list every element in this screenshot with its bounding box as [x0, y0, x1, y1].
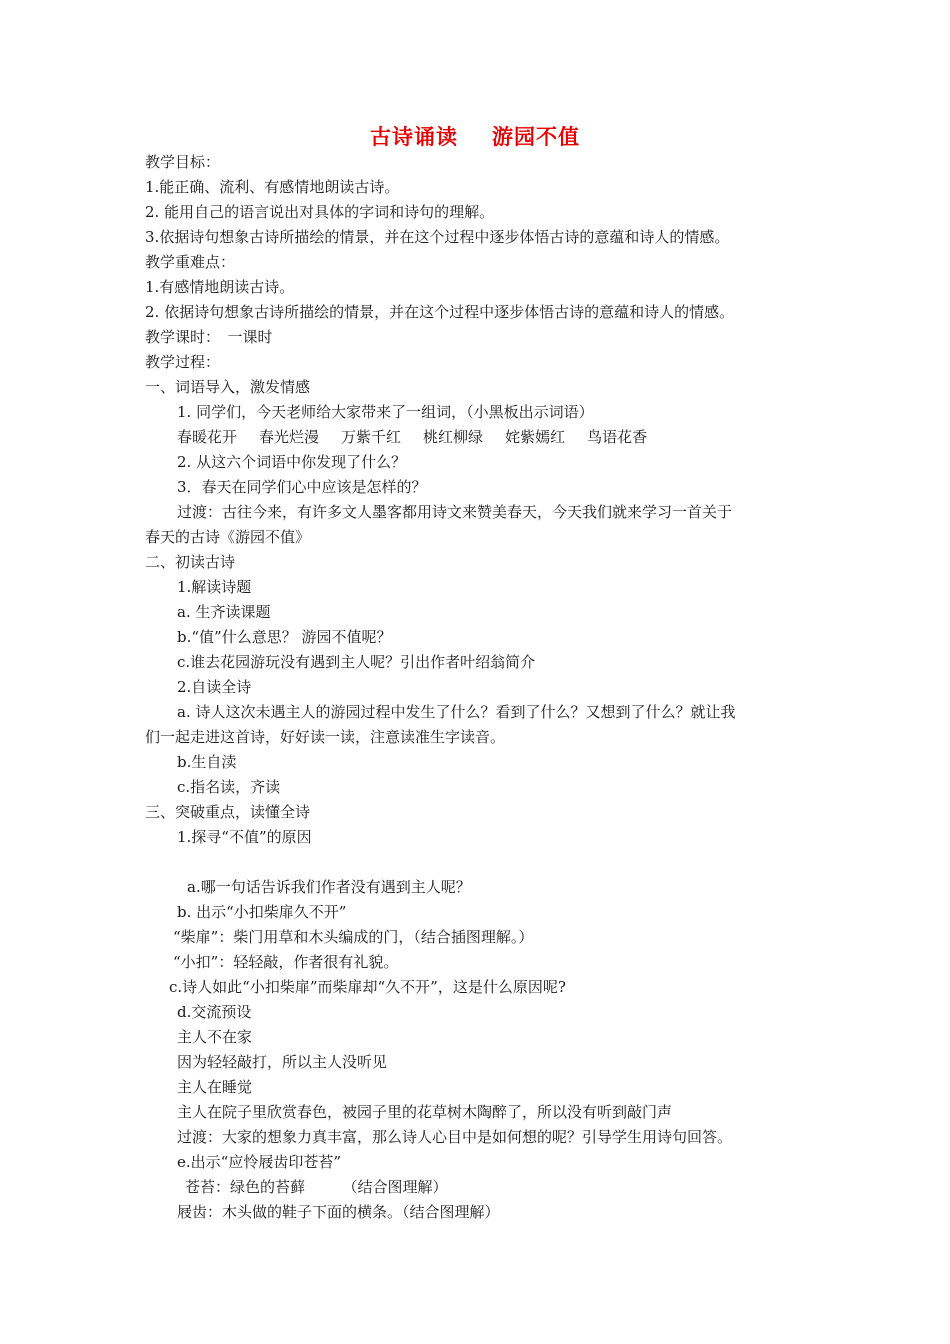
- text-line: 1. 同学们，今天老师给大家带来了一组词，（小黑板出示词语）: [177, 403, 594, 421]
- text-line: b.“值”什么意思？ 游园不值呢？: [177, 628, 392, 646]
- text-line: 1.解读诗题: [177, 578, 252, 596]
- text-line: a. 生齐读课题: [177, 603, 271, 621]
- text-line: 2. 从这六个词语中你发现了什么？: [177, 453, 407, 471]
- text-line: 2. 依据诗句想象古诗所描绘的情景，并在这个过程中逐步体悟古诗的意蕴和诗人的情感。: [145, 303, 735, 321]
- word-item: 春光烂漫: [259, 428, 320, 446]
- text-line: 1.探寻“不值”的原因: [177, 828, 312, 846]
- text-line: 苍苔：绿色的苔藓 （结合图理解）: [185, 1178, 448, 1196]
- word-list: [177, 427, 669, 447]
- text-line: 春天的古诗《游园不值》: [145, 528, 311, 546]
- text-line: 1.有感情地朗读古诗。: [145, 278, 295, 296]
- text-line: 2. 能用自己的语言说出对具体的字词和诗句的理解。: [145, 203, 495, 221]
- text-line: 因为轻轻敲打，所以主人没听见: [177, 1053, 388, 1071]
- word-item: 春暖花开: [177, 428, 238, 446]
- text-line: 们一起走进这首诗，好好读一读，注意读准生字读音。: [145, 728, 506, 746]
- text-line: c.谁去花园游玩没有遇到主人呢？引出作者叶绍翁简介: [177, 653, 536, 671]
- text-line: 教学课时： 一课时: [145, 328, 273, 346]
- text-line: 3.依据诗句想象古诗所描绘的情景，并在这个过程中逐步体悟古诗的意蕴和诗人的情感。: [145, 228, 730, 246]
- text-line: a. 诗人这次未遇主人的游园过程中发生了什么？看到了什么？又想到了什么？就让我: [177, 703, 736, 721]
- text-line: d.交流预设: [177, 1003, 252, 1021]
- text-line: 主人在睡觉: [177, 1078, 253, 1096]
- text-line: “柴扉”：柴门用草和木头编成的门，（结合插图理解。）: [173, 928, 534, 946]
- text-line: 3．春天在同学们心中应该是怎样的？: [177, 478, 427, 496]
- word-item: 鸟语花香: [587, 428, 648, 446]
- text-line: 教学重难点：: [145, 253, 236, 271]
- word-item: 万紫千红: [341, 428, 402, 446]
- title-part-1: 古诗诵读: [370, 124, 458, 149]
- text-line: e.出示“应怜屐齿印苍苔”: [177, 1153, 341, 1171]
- text-line: 主人不在家: [177, 1028, 253, 1046]
- word-item: 姹紫嫣红: [505, 428, 566, 446]
- section-heading: 一、词语导入，激发情感: [145, 378, 311, 396]
- text-line: 过渡：大家的想象力真丰富，那么诗人心目中是如何想的呢？引导学生用诗句回答。: [177, 1128, 733, 1146]
- text-line: 1.能正确、流利、有感情地朗读古诗。: [145, 178, 400, 196]
- page-title: [0, 120, 950, 154]
- section-heading: 三、突破重点，读懂全诗: [145, 803, 311, 821]
- word-item: 桃红柳绿: [423, 428, 484, 446]
- text-line: c.指名读，齐读: [177, 778, 281, 796]
- text-line: 教学过程：: [145, 353, 221, 371]
- section-heading: 二、初读古诗: [145, 553, 236, 571]
- text-line: b. 出示“小扣柴扉久不开”: [177, 903, 347, 921]
- text-line: 教学目标：: [145, 153, 221, 171]
- text-line: 主人在院子里欣赏春色，被园子里的花草树木陶醉了，所以没有听到敲门声: [177, 1103, 673, 1121]
- text-line: 过渡：古往今来，有许多文人墨客都用诗文来赞美春天，今天我们就来学习一首关于: [177, 503, 733, 521]
- text-line: b.生自渎: [177, 753, 237, 771]
- text-line: “小扣”：轻轻敲，作者很有礼貌。: [173, 953, 399, 971]
- text-line: 屐齿：木头做的鞋子下面的横条。（结合图理解）: [177, 1203, 500, 1221]
- title-part-2: 游园不值: [492, 124, 580, 149]
- text-line: a.哪一句话告诉我们作者没有遇到主人呢？: [187, 878, 471, 896]
- text-line: c.诗人如此“小扣柴扉”而柴扉却“久不开”，这是什么原因呢?: [169, 978, 566, 996]
- text-line: 2.自读全诗: [177, 678, 252, 696]
